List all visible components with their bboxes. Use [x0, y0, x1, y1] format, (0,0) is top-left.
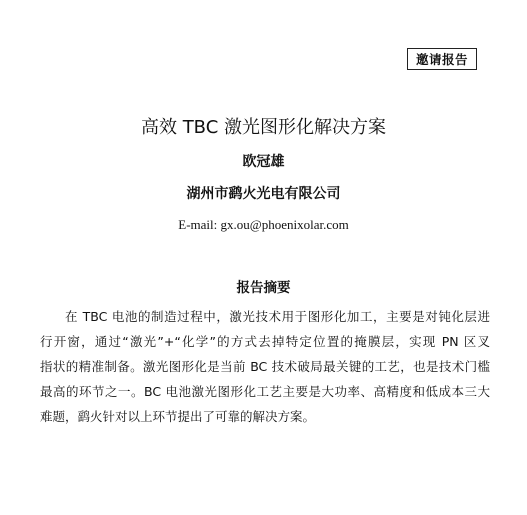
abstract-line: 指状的精准制备。激光图形化是当前 BC 技术破局最关键的工艺，也是技术门槛 [40, 359, 490, 374]
author-email: E-mail: gx.ou@phoenixolar.com [178, 217, 349, 232]
paper-title: 高效 TBC 激光图形化解决方案 [140, 117, 387, 138]
abstract-body [40, 304, 490, 429]
invited-report-badge: 邀请报告 [407, 48, 477, 70]
abstract-line: 难题，鹞火针对以上环节提出了可靠的解决方案。 [40, 409, 316, 424]
abstract-heading: 报告摘要 [236, 280, 291, 296]
abstract-line: 最高的环节之一。BC 电池激光图形化工艺主要是大功率、高精度和低成本三大 [40, 384, 490, 399]
affiliation: 湖州市鹞火光电有限公司 [186, 186, 341, 202]
abstract-line: 在 TBC 电池的制造过程中，激光技术用于图形化加工，主要是对钝化层进 [65, 309, 490, 324]
author-name: 欧冠雄 [242, 154, 285, 170]
abstract-line: 行开窗，通过“激光”+“化学”的方式去掉特定位置的掩膜层，实现 PN 区叉 [40, 334, 490, 349]
